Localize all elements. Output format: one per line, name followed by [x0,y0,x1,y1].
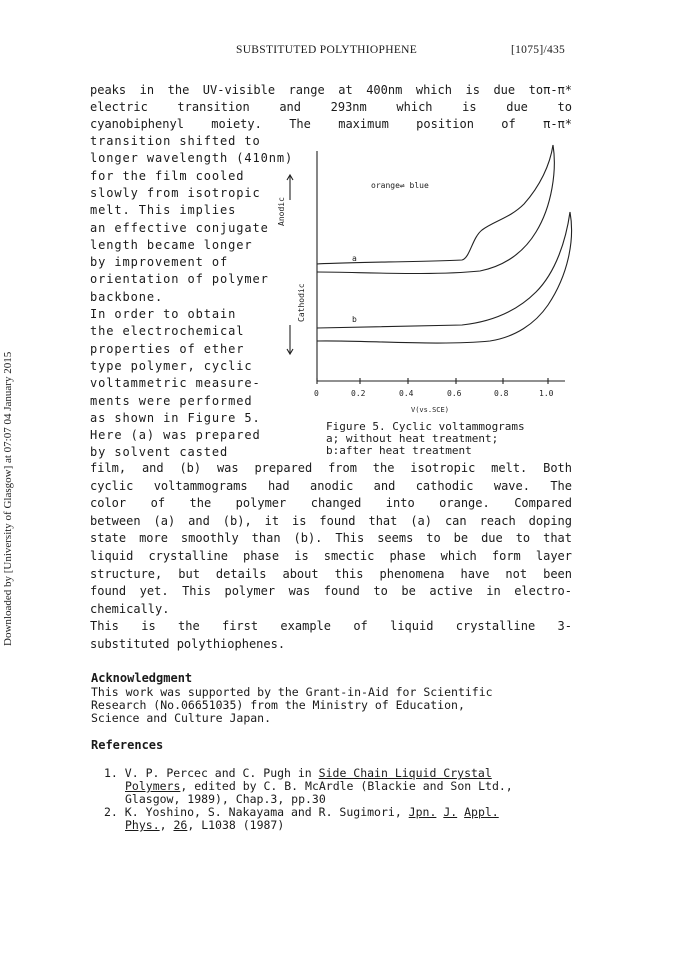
y-label-anodic: Anodic [277,197,286,226]
left-column-line: Here (a) was prepared [90,428,261,443]
x-tick-label: 0.4 [399,389,414,398]
left-column-line: backbone. [90,289,164,304]
intro-line: peaks in the UV-visible range at 400nm which is due toπ-π* [90,83,572,97]
download-notice: Downloaded by [University of Glasgow] at 07:07 04 January 2015 [2,351,14,646]
left-column-line: the electrochemical [90,324,245,339]
x-tick-label: 0.8 [494,389,509,398]
x-tick-label: 0 [314,389,319,398]
figure-caption-a: a; without heat treatment; [326,432,499,445]
body-line: state more smoothly than (b). This seems to be due to that [90,531,572,546]
left-column-line: melt. This implies [90,203,237,218]
body-line: color of the polymer changed into orange. Compared [90,496,572,511]
acknowledgment-heading: Acknowledgment [91,671,193,685]
left-column-line: voltammetric measure- [90,376,261,391]
ref-pages: , L1038 (1987) [187,818,285,832]
curve-b-anodic [317,212,570,328]
body-line: This is the first example of liquid crystalline 3- [90,619,572,634]
ref-volume: 26 [173,818,188,832]
curve-label-a: a [352,254,357,263]
body-line: film, and (b) was prepared from the isotropic melt. Both [90,461,572,475]
left-column-line: as shown in Figure 5. [90,410,261,425]
ref-number: 1. [104,766,118,780]
left-column-line: transition shifted to [90,134,261,148]
references-heading: References [91,738,164,752]
ref-editors: , edited by C. B. McArdle (Blackie and Son Ltd., [180,779,513,793]
x-tick-label: 0.2 [351,389,366,398]
figure-caption-title: Figure 5. Cyclic voltammograms [326,420,525,433]
ref-authors: V. P. Percec and C. Pugh in [124,766,319,780]
body-line: liquid crystalline phase is smectic phase which form layer [90,549,572,563]
reference-1-cont: Glasgow, 1989), Chap.3, pp.30 [125,792,326,806]
intro-line: cyanobiphenyl moiety. The maximum position of π-π* [90,117,572,131]
running-title: SUBSTITUTED POLYTHIOPHENE [236,44,418,56]
body-line: substituted polythiophenes. [90,637,286,651]
left-column-line: orientation of polymer [90,272,269,287]
ref-number: 2. [104,805,118,819]
ref-journal: J. [443,805,458,819]
left-column-line: ments were performed [90,393,253,408]
color-change-legend: orange⇌ blue [371,181,429,190]
body-line: cyclic voltammograms had anodic and cathodic wave. The [90,478,572,493]
x-tick-label: 1.0 [539,389,554,398]
reference-2-cont [125,819,284,832]
body-line: structure, but details about this phenomena have not been [90,566,572,581]
left-column-line: an effective conjugate [90,220,269,235]
x-tick-label: 0.6 [447,389,462,398]
left-column-line: by improvement of [90,255,229,270]
ref-authors: K. Yoshino, S. Nakayama and R. Sugimori, [124,805,409,819]
ref-journal: Appl. [464,805,499,819]
intro-line: electric transition and 293nm which is due to [90,100,572,114]
left-column-line: by solvent casted [90,445,229,460]
body-line: between (a) and (b), it is found that (a) can reach doping [90,513,572,528]
ref-book-title-cont: Polymers [125,779,181,793]
left-column-line: slowly from isotropic [90,185,261,200]
left-column-line: In order to obtain [90,307,237,321]
left-column-line: for the film cooled [90,168,245,183]
body-line: found yet. This polymer was found to be active in electro- [90,584,572,599]
y-label-cathodic: Cathodic [297,283,306,322]
acknowledgment-line: Research (No.06651035) from the Ministry of Education, [91,698,465,712]
ref-journal: Phys. [125,818,160,832]
curve-label-b: b [352,315,357,324]
curve-a-anodic [317,145,553,264]
body-line: chemically. [90,601,170,616]
left-column-line: properties of ether [90,341,245,356]
left-column-line: length became longer [90,237,253,252]
ref-sep: , [159,818,174,832]
left-column-line: type polymer, cyclic [90,358,253,373]
x-axis-label: V(vs.SCE) [411,406,449,414]
left-column-line: longer wavelength (410nm) [90,151,294,166]
page-number: [1075]/435 [511,44,566,56]
acknowledgment-line: This work was supported by the Grant-in-Aid for Scientific [91,685,493,699]
ref-journal: Jpn. [408,805,437,819]
acknowledgment-line: Science and Culture Japan. [91,711,272,725]
figure-caption-b: b:after heat treatment [326,444,472,457]
ref-book-title: Side Chain Liquid Crystal [318,766,492,780]
